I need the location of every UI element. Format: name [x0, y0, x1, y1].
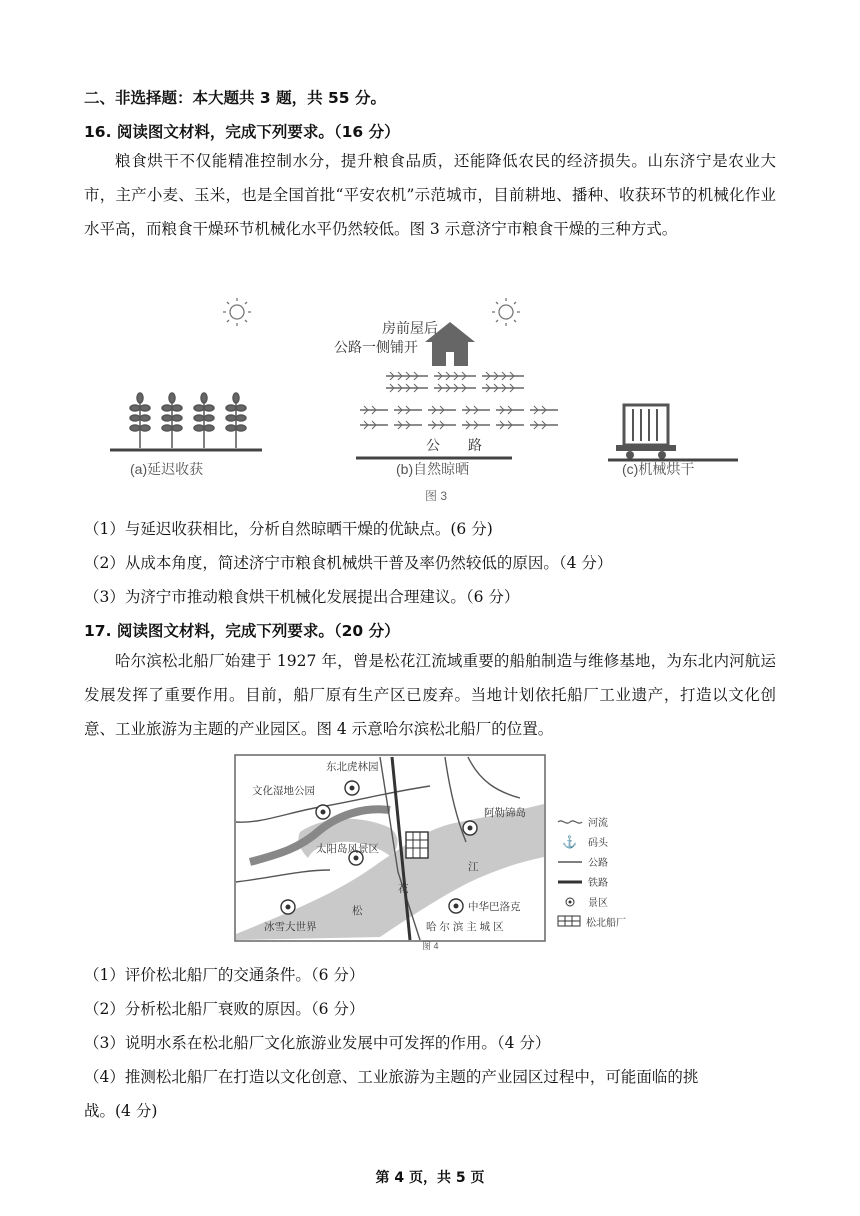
road-text: 公 路 [426, 437, 482, 453]
figure-3-caption: 图 3 [425, 489, 448, 503]
river-char-jiang: 江 [468, 861, 479, 873]
question-16-2: （2）从成本角度，简述济宁市粮食机械烘干普及率仍然较低的原因。（4 分） [84, 554, 613, 572]
wheat-plants-icon [130, 393, 246, 448]
anchor-icon: ⚓ [562, 835, 577, 849]
map-drawing [230, 752, 640, 952]
legend-shipyard: 松北船厂 [586, 918, 626, 929]
section-heading: 二、非选择题：本大题共 3 题，共 55 分。 [84, 89, 386, 107]
house-text-1: 房前屋后 [382, 320, 438, 336]
question-17-4: （4）推测松北船厂在打造以文化创意、工业旅游为主题的产业园区过程中，可能面临的挑 [84, 1068, 699, 1086]
question-17-1: （1）评价松北船厂的交通条件。（6 分） [84, 966, 365, 984]
question-16-1: （1）与延迟收获相比，分析自然晾晒干燥的优缺点。(6 分) [84, 520, 493, 538]
label-city: 哈 尔 滨 主 城 区 [426, 921, 504, 933]
label-wetland-park: 文化湿地公园 [252, 785, 315, 797]
legend-river-symbol [558, 821, 582, 823]
legend-road: 公路 [588, 858, 608, 869]
legend-scenic: 景区 [588, 898, 608, 909]
page-footer: 第 4 页，共 5 页 [375, 1170, 485, 1186]
shipyard-marker [406, 832, 428, 858]
map-legend [558, 816, 626, 929]
legend-river: 河流 [588, 818, 608, 829]
label-tiger-park: 东北虎林园 [326, 761, 379, 773]
figure-3 [110, 288, 760, 506]
sun-icon [223, 298, 251, 326]
question-16-title: 16. 阅读图文材料，完成下列要求。（16 分） [84, 123, 400, 141]
question-17-3: （3）说明水系在松北船厂文化旅游业发展中可发挥的作用。（4 分） [84, 1034, 551, 1052]
label-sun-island: 太阳岛风景区 [316, 843, 379, 855]
sun-icon [492, 298, 520, 326]
question-17-4-cont: 战。(4 分) [84, 1102, 158, 1120]
figure-3-drawing [110, 288, 760, 506]
label-b: (b)自然晾晒 [396, 461, 470, 477]
question-17-title: 17. 阅读图文材料，完成下列要求。（20 分） [84, 622, 400, 640]
question-17-2: （2）分析松北船厂衰败的原因。（6 分） [84, 1000, 365, 1018]
question-16-3: （3）为济宁市推动粮食烘干机械化发展提出合理建议。（6 分） [84, 588, 520, 606]
drying-machine-icon [616, 405, 676, 459]
grain-rows-icon [360, 372, 558, 429]
river-char-hua: 花 [398, 883, 409, 895]
legend-scenic-dot [569, 901, 572, 904]
label-arlin-island: 阿勒锦岛 [484, 807, 526, 819]
house-text-2: 公路一侧铺开 [334, 339, 418, 355]
legend-railway: 铁路 [588, 878, 608, 889]
label-baroque: 中华巴洛克 [468, 901, 521, 913]
question-16-paragraph: 粮食烘干不仅能精准控制水分，提升粮食品质，还能降低农民的经济损失。山东济宁是农业大市，主产小麦、玉米，也是全国首批“平安农机”示范城市，目前耕地、播种、收获环节的机械化作业水平高，而粮食干燥环节机械化水平仍然较低。图 3 示意济宁市粮食干燥的三种方式。 [84, 152, 776, 238]
label-ice-world: 冰雪大世界 [264, 921, 317, 933]
legend-pier: 码头 [588, 838, 608, 849]
question-17-paragraph: 哈尔滨松北船厂始建于 1927 年，曾是松花江流域重要的船舶制造与维修基地，为东北内河航运发展发挥了重要作用。目前，船厂原有生产区已废弃。当地计划依托船厂工业遗产，打造以文化创意、工业旅游为主题的产业园区。图 4 示意哈尔滨松北船厂的位置。 [84, 652, 776, 738]
river-char-song: 松 [352, 905, 363, 917]
figure-4-caption: 图 4 [422, 941, 439, 951]
figure-4-map [230, 752, 640, 952]
label-c: (c)机械烘干 [622, 461, 695, 477]
label-a: (a)延迟收获 [130, 461, 204, 477]
